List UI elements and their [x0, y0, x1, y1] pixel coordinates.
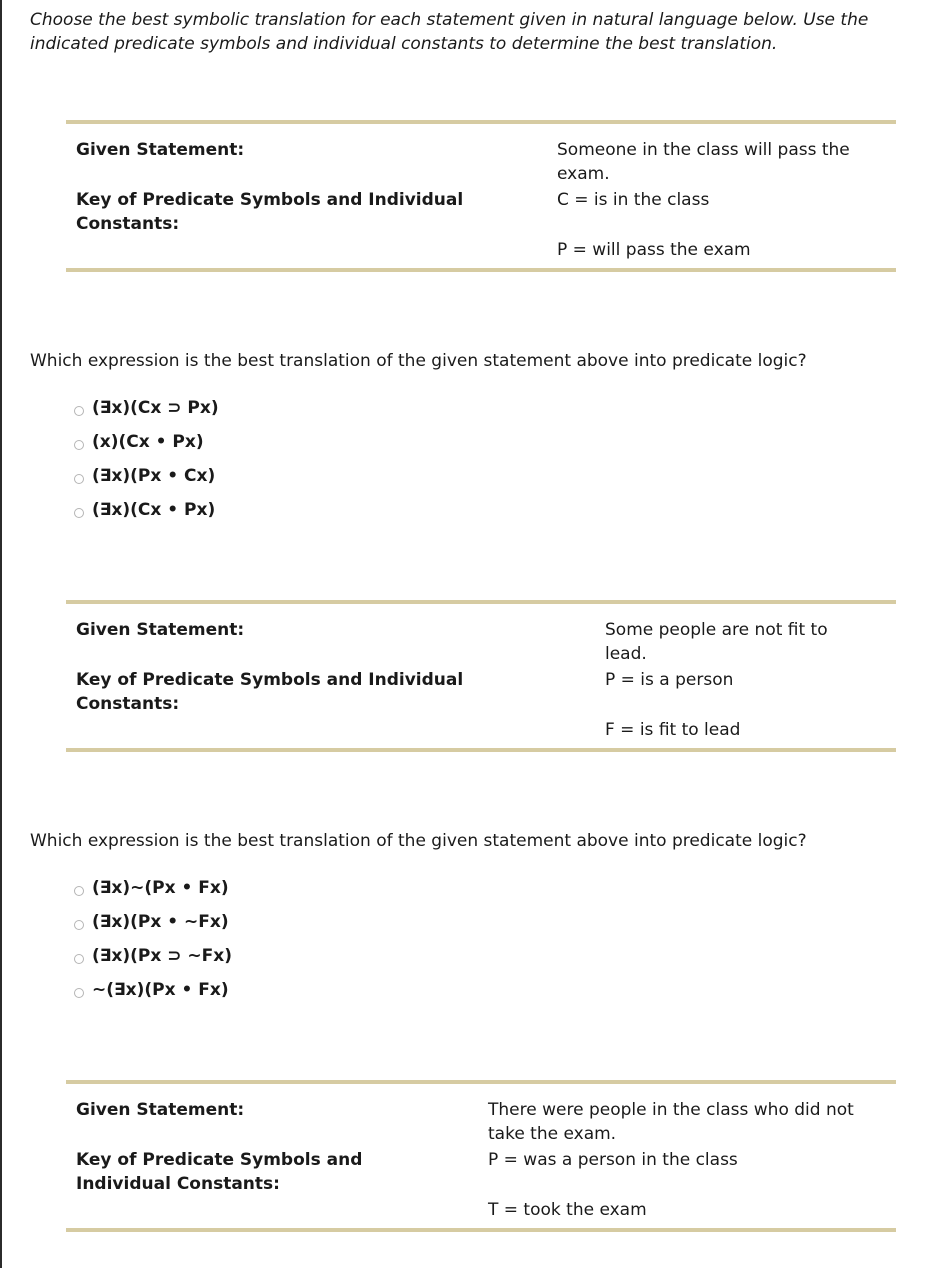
given-statement-line2: take the exam.: [488, 1124, 617, 1144]
answer-option[interactable]: [74, 430, 204, 454]
option-label: (∃x)(Cx • Px): [92, 500, 216, 520]
radio-button[interactable]: [74, 406, 84, 416]
key-label-line1: Key of Predicate Symbols and Individual: [76, 190, 464, 210]
key-constant-2: T = took the exam: [488, 1200, 647, 1220]
key-label-line2: Constants:: [76, 694, 180, 714]
answer-option[interactable]: [74, 944, 232, 968]
key-constant-2: P = will pass the exam: [557, 240, 751, 260]
radio-button[interactable]: [74, 440, 84, 450]
key-label-line2: Constants:: [76, 214, 180, 234]
question-prompt-2: Which expression is the best translation of the given statement above into predicate logic?: [30, 831, 807, 851]
option-label: (x)(Cx • Px): [92, 432, 204, 452]
radio-button[interactable]: [74, 508, 84, 518]
answer-option[interactable]: [74, 910, 229, 934]
option-label: (∃x)~(Px • Fx): [92, 878, 229, 898]
answer-option[interactable]: [74, 464, 215, 488]
answer-option[interactable]: [74, 396, 219, 420]
given-statement-label: Given Statement:: [76, 140, 245, 160]
answer-option[interactable]: [74, 498, 215, 522]
given-statement-label: Given Statement:: [76, 620, 245, 640]
key-constant-1: P = is a person: [605, 670, 734, 690]
radio-button[interactable]: [74, 886, 84, 896]
radio-button[interactable]: [74, 988, 84, 998]
radio-button[interactable]: [74, 474, 84, 484]
given-statement-line2: lead.: [605, 644, 647, 664]
radio-button[interactable]: [74, 920, 84, 930]
key-label-line1: Key of Predicate Symbols and: [76, 1150, 363, 1170]
answer-option[interactable]: [74, 876, 229, 900]
key-constant-2: F = is fit to lead: [605, 720, 741, 740]
given-statement-line2: exam.: [557, 164, 610, 184]
option-label: (∃x)(Px ⊃ ~Fx): [92, 946, 232, 966]
radio-button[interactable]: [74, 954, 84, 964]
answer-option[interactable]: [74, 978, 229, 1002]
given-statement-line1: Some people are not fit to: [605, 620, 828, 640]
statement-table-2: [66, 600, 896, 752]
option-label: (∃x)(Px • ~Fx): [92, 912, 229, 932]
key-label-line2: Individual Constants:: [76, 1174, 280, 1194]
statement-table-1: [66, 120, 896, 272]
key-constant-1: C = is in the class: [557, 190, 710, 210]
instructions-text: Choose the best symbolic translation for each statement given in natural language below. Use the indicated predicate symbols and individual constants to determine the best translation.: [30, 10, 869, 54]
key-label-line1: Key of Predicate Symbols and Individual: [76, 670, 464, 690]
question-prompt-1: Which expression is the best translation of the given statement above into predicate logic?: [30, 351, 807, 371]
key-constant-1: P = was a person in the class: [488, 1150, 738, 1170]
window-left-border: [0, 0, 2, 1268]
option-label: (∃x)(Cx ⊃ Px): [92, 398, 219, 418]
given-statement-line1: There were people in the class who did not: [488, 1100, 854, 1120]
statement-table-3: [66, 1080, 896, 1232]
option-label: ~(∃x)(Px • Fx): [92, 980, 229, 1000]
given-statement-line1: Someone in the class will pass the: [557, 140, 850, 160]
option-label: (∃x)(Px • Cx): [92, 466, 216, 486]
given-statement-label: Given Statement:: [76, 1100, 245, 1120]
